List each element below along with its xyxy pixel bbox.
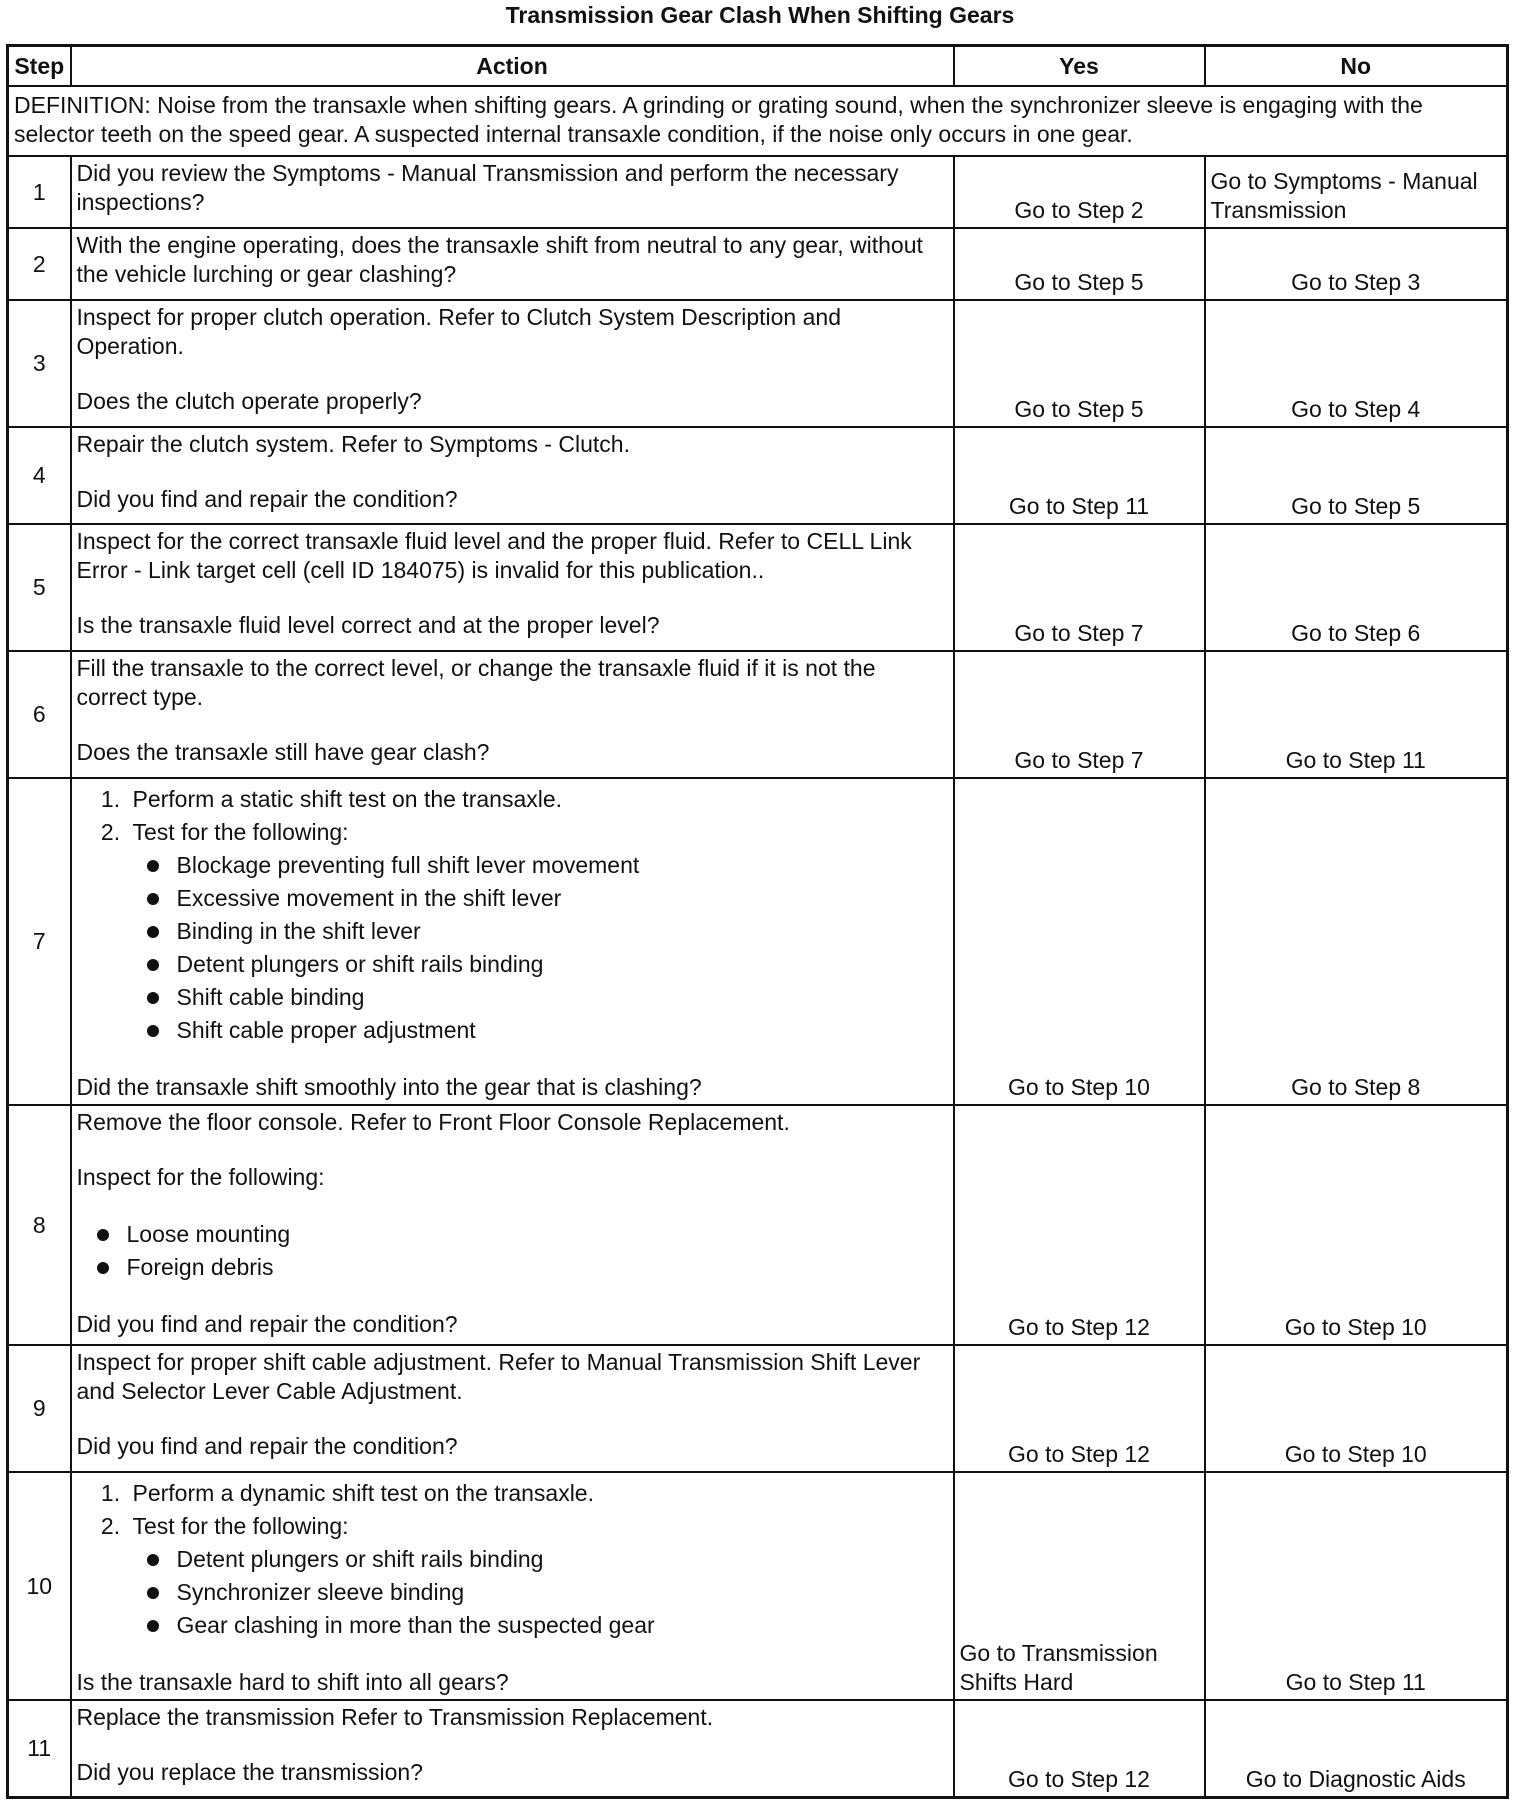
action-text: Did you review the Symptoms - Manual Transmission and perform the necessary inspections?: [76, 160, 899, 215]
table-header-row: [8, 46, 1508, 87]
action-text: Inspect for the correct transaxle fluid level and the proper fluid. Refer to CELL Link Error - Link target cell (cell ID 184075) is invalid for this publication..: [76, 528, 912, 583]
action-cell: [71, 651, 954, 778]
step-number: 1: [8, 156, 71, 228]
bullet-item: Synchronizer sleeve binding: [127, 1576, 948, 1609]
bullet-item: Shift cable binding: [127, 981, 948, 1014]
yes-cell: Go to Step 11: [954, 427, 1205, 524]
action-question: Does the clutch operate properly?: [76, 388, 422, 414]
yes-cell: Go to Transmission Shifts Hard: [954, 1472, 1205, 1700]
definition-row: [8, 86, 1508, 156]
no-cell: Go to Step 11: [1205, 1472, 1508, 1700]
bullet-list: [77, 849, 948, 1047]
action-cell: [71, 524, 954, 651]
numbered-list: [77, 1477, 948, 1543]
table-row: [8, 651, 1508, 778]
action-question: Did you find and repair the condition?: [76, 1433, 458, 1459]
action-text: Repair the clutch system. Refer to Symptoms - Clutch.: [76, 431, 630, 457]
no-cell: Go to Diagnostic Aids: [1205, 1700, 1508, 1797]
list-item: [127, 816, 948, 849]
action-text: Replace the transmission Refer to Transmission Replacement.: [76, 1704, 714, 1730]
table-row: [8, 1472, 1508, 1700]
action-cell: [71, 1345, 954, 1472]
yes-cell: Go to Step 12: [954, 1105, 1205, 1345]
header-action: Action: [71, 46, 954, 87]
table-row: [8, 228, 1508, 300]
action-cell: [71, 1700, 954, 1797]
action-cell: [71, 228, 954, 300]
yes-cell: Go to Step 12: [954, 1345, 1205, 1472]
bullet-list: [77, 1218, 948, 1284]
table-row: [8, 524, 1508, 651]
step-number: 6: [8, 651, 71, 778]
action-text: With the engine operating, does the transaxle shift from neutral to any gear, without the vehicle lurching or gear clashing?: [76, 232, 923, 287]
bullet-item: Loose mounting: [77, 1218, 948, 1251]
no-cell: Go to Step 3: [1205, 228, 1508, 300]
step-number: 7: [8, 778, 71, 1105]
table-row: [8, 300, 1508, 427]
action-cell: [71, 1472, 954, 1700]
action-cell: [71, 156, 954, 228]
diagnostic-table: [6, 44, 1509, 1799]
yes-cell: Go to Step 10: [954, 778, 1205, 1105]
no-cell: Go to Symptoms - Manual Transmission: [1205, 156, 1508, 228]
bullet-item: Excessive movement in the shift lever: [127, 882, 948, 915]
step-number: 10: [8, 1472, 71, 1700]
step-number: 8: [8, 1105, 71, 1345]
step-number: 11: [8, 1700, 71, 1797]
action-question: Does the transaxle still have gear clash?: [76, 739, 490, 765]
list-item: 1. Perform a static shift test on the transaxle.: [127, 783, 948, 816]
action-question: Is the transaxle fluid level correct and at the proper level?: [76, 612, 660, 638]
action-text: Fill the transaxle to the correct level, or change the transaxle fluid if it is not the correct type.: [76, 655, 876, 710]
bullet-item: Blockage preventing full shift lever movement: [127, 849, 948, 882]
yes-cell: Go to Step 7: [954, 651, 1205, 778]
no-cell: Go to Step 10: [1205, 1105, 1508, 1345]
action-text: Inspect for the following:: [76, 1164, 325, 1190]
table-row: [8, 1345, 1508, 1472]
step-number: 3: [8, 300, 71, 427]
action-cell: [71, 427, 954, 524]
table-row: [8, 1700, 1508, 1797]
action-cell: [71, 300, 954, 427]
yes-cell: Go to Step 2: [954, 156, 1205, 228]
no-cell: Go to Step 4: [1205, 300, 1508, 427]
bullet-item: Foreign debris: [77, 1251, 948, 1284]
no-cell: Go to Step 6: [1205, 524, 1508, 651]
diagnostic-table-wrapper: [6, 44, 1506, 1799]
list-item: [127, 1510, 948, 1543]
action-text: Inspect for proper shift cable adjustment. Refer to Manual Transmission Shift Lever and Selector Lever Cable Adjustment.: [76, 1349, 921, 1404]
page-title: Transmission Gear Clash When Shifting Gears: [505, 2, 1015, 28]
step-number: 9: [8, 1345, 71, 1472]
yes-cell: Go to Step 12: [954, 1700, 1205, 1797]
bullet-item: Shift cable proper adjustment: [127, 1014, 948, 1047]
no-cell: Go to Step 8: [1205, 778, 1508, 1105]
step-number: 5: [8, 524, 71, 651]
step-number: 4: [8, 427, 71, 524]
header-step: Step: [8, 46, 71, 87]
bullet-list: [77, 1543, 948, 1642]
no-cell: Go to Step 10: [1205, 1345, 1508, 1472]
definition-text: DEFINITION: Noise from the transaxle when shifting gears. A grinding or grating sound, when the synchronizer sleeve is engaging with the selector teeth on the speed gear. A suspected internal transaxle condition, if the noise only occurs in one gear.: [8, 86, 1508, 156]
bullet-item: Detent plungers or shift rails binding: [127, 1543, 948, 1576]
action-question: Did you find and repair the condition?: [76, 486, 458, 512]
list-item-text: Test for the following:: [132, 819, 349, 845]
table-row: [8, 156, 1508, 228]
numbered-list: [77, 783, 948, 849]
action-text: Remove the floor console. Refer to Front Floor Console Replacement.: [76, 1109, 790, 1135]
action-cell: [71, 778, 954, 1105]
list-item: 1. Perform a dynamic shift test on the transaxle.: [127, 1477, 948, 1510]
list-item-text: Test for the following:: [132, 1513, 349, 1539]
action-question: Did the transaxle shift smoothly into the gear that is clashing?: [76, 1074, 702, 1100]
action-question: Did you find and repair the condition?: [76, 1311, 458, 1337]
action-text: Inspect for proper clutch operation. Refer to Clutch System Description and Operation.: [76, 304, 841, 359]
no-cell: Go to Step 11: [1205, 651, 1508, 778]
action-cell: [71, 1105, 954, 1345]
bullet-item: Detent plungers or shift rails binding: [127, 948, 948, 981]
step-number: 2: [8, 228, 71, 300]
table-row: [8, 1105, 1508, 1345]
action-question: Did you replace the transmission?: [76, 1759, 423, 1785]
header-yes: Yes: [954, 46, 1205, 87]
no-cell: Go to Step 5: [1205, 427, 1508, 524]
bullet-item: Binding in the shift lever: [127, 915, 948, 948]
yes-cell: Go to Step 5: [954, 300, 1205, 427]
bullet-item: Gear clashing in more than the suspected gear: [127, 1609, 948, 1642]
table-row: [8, 427, 1508, 524]
action-question: Is the transaxle hard to shift into all gears?: [76, 1669, 509, 1695]
yes-cell: Go to Step 5: [954, 228, 1205, 300]
table-row: [8, 778, 1508, 1105]
yes-cell: Go to Step 7: [954, 524, 1205, 651]
header-no: No: [1205, 46, 1508, 87]
